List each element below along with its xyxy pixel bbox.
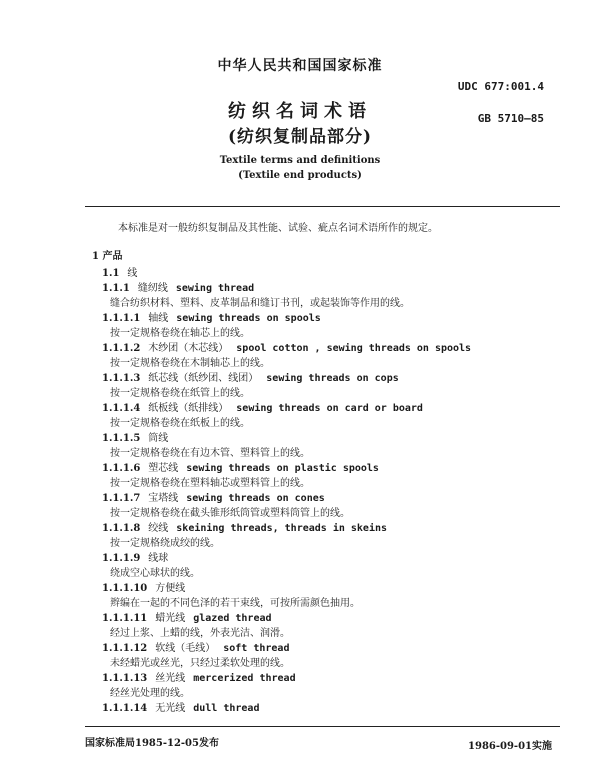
term-definition: 按一定规格卷绕在截头锥形纸筒管或塑料筒管上的线。	[110, 508, 350, 519]
term-english: glazed thread	[193, 613, 272, 624]
term-definition: 按一定规格卷绕在塑料轴芯或塑料管上的线。	[110, 478, 310, 489]
top-divider	[85, 206, 560, 207]
term-number: 1.1.1.8	[102, 523, 141, 534]
term-entry	[102, 311, 471, 326]
term-definition: 按一定规格卷绕在木制轴芯上的线。	[110, 358, 270, 369]
term-chinese: 轴线	[148, 313, 169, 324]
issued-date: 国家标准局1985-12-05发布	[85, 738, 219, 749]
term-number: 1.1.1	[102, 283, 130, 294]
term-entry	[102, 266, 471, 281]
term-chinese: 蜡光线	[155, 613, 186, 624]
term-entry	[102, 581, 471, 596]
term-definition: 缝合纺织材料、塑料、皮革制品和缝订书刊，或起装饰等作用的线。	[110, 298, 410, 309]
term-english: sewing threads on plastic spools	[186, 463, 379, 474]
term-entry	[102, 641, 471, 656]
term-chinese: 筒线	[148, 433, 169, 444]
term-chinese: 纸板线（纸排线）	[148, 403, 229, 414]
term-number: 1.1.1.7	[102, 493, 141, 504]
udc-code: UDC 677:001.4	[457, 80, 544, 93]
effective-date: 1986-09-01实施	[468, 741, 552, 752]
term-english: soft thread	[223, 643, 290, 654]
term-english: spool cotton , sewing threads on spools	[236, 343, 472, 354]
national-standard-heading: 中华人民共和国国家标准	[217, 58, 383, 74]
term-entry	[102, 281, 471, 296]
term-chinese: 纸芯线（纸纱团、线团）	[148, 373, 259, 384]
term-entry	[102, 461, 471, 476]
term-chinese: 塑芯线	[148, 463, 179, 474]
gb-standard-number: GB 5710—85	[477, 112, 544, 125]
intro-paragraph: 本标准是对一般纺织复制品及其性能、试验、疵点名词术语所作的规定。	[118, 223, 438, 234]
term-definition: 按一定规格卷绕在有边木管、塑料管上的线。	[110, 448, 310, 459]
term-chinese: 无光线	[155, 703, 186, 714]
term-english: sewing threads on cones	[186, 493, 325, 504]
term-english: sewing threads on cops	[266, 373, 399, 384]
term-definition: 经过上浆、上蜡的线，外表光洁、润滑。	[110, 628, 290, 639]
term-chinese: 丝光线	[155, 673, 186, 684]
term-english: sewing threads on card or board	[236, 403, 423, 414]
term-definition: 绕成空心球状的线。	[110, 568, 200, 579]
term-english: dull thread	[193, 703, 260, 714]
term-number: 1.1.1.9	[102, 553, 141, 564]
term-definition: 未经蜡光或丝光，只经过柔软处理的线。	[110, 658, 290, 669]
term-entry	[102, 611, 471, 626]
document-title-cn: 纺织名词术语	[228, 101, 372, 122]
term-definition: 按一定规格卷绕在纸管上的线。	[110, 388, 250, 399]
entries-list	[102, 266, 471, 716]
term-number: 1.1.1.12	[102, 643, 148, 654]
term-entry	[102, 401, 471, 416]
term-definition: 经丝光处理的线。	[110, 688, 190, 699]
document-subtitle-en: (Textile end products)	[238, 170, 362, 181]
term-chinese: 缝纫线	[137, 283, 168, 294]
term-entry	[102, 341, 471, 356]
term-definition: 按一定规格绕成绞的线。	[110, 538, 220, 549]
term-english: mercerized thread	[193, 673, 296, 684]
term-english: sewing thread	[175, 283, 255, 294]
term-english: skeining threads, threads in skeins	[176, 523, 387, 534]
term-chinese: 绞线	[148, 523, 169, 534]
document-subtitle-cn: (纺织复制品部分)	[227, 127, 373, 147]
term-english: sewing threads on spools	[176, 313, 321, 324]
term-number: 1.1.1.5	[102, 433, 141, 444]
term-number: 1.1.1.2	[102, 343, 141, 354]
term-chinese: 方便线	[155, 583, 186, 594]
term-definition: 辫编在一起的不同色泽的若干束线，可按所需颜色抽用。	[110, 598, 360, 609]
term-entry	[102, 671, 471, 686]
term-chinese: 线	[127, 268, 138, 279]
term-number: 1.1.1.11	[102, 613, 148, 624]
term-entry	[102, 701, 471, 716]
term-number: 1.1.1.1	[102, 313, 141, 324]
section-heading: 1 产品	[92, 251, 123, 262]
term-entry	[102, 371, 471, 386]
term-number: 1.1.1.14	[102, 703, 148, 714]
term-definition: 按一定规格卷绕在纸板上的线。	[110, 418, 250, 429]
term-number: 1.1.1.10	[102, 583, 148, 594]
term-number: 1.1.1.13	[102, 673, 148, 684]
term-chinese: 宝塔线	[148, 493, 179, 504]
term-chinese: 软线（毛线）	[155, 643, 216, 654]
term-number: 1.1.1.6	[102, 463, 141, 474]
term-entry	[102, 491, 471, 506]
term-entry	[102, 521, 471, 536]
term-chinese: 木纱团（木芯线）	[148, 343, 229, 354]
term-entry	[102, 431, 471, 446]
term-number: 1.1.1.3	[102, 373, 141, 384]
term-number: 1.1.1.4	[102, 403, 141, 414]
document-title-en: Textile terms and definitions	[219, 155, 381, 166]
term-definition: 按一定规格卷绕在轴芯上的线。	[110, 328, 250, 339]
bottom-divider	[85, 726, 560, 727]
term-number: 1.1	[102, 268, 120, 279]
term-entry	[102, 551, 471, 566]
term-chinese: 线球	[148, 553, 169, 564]
